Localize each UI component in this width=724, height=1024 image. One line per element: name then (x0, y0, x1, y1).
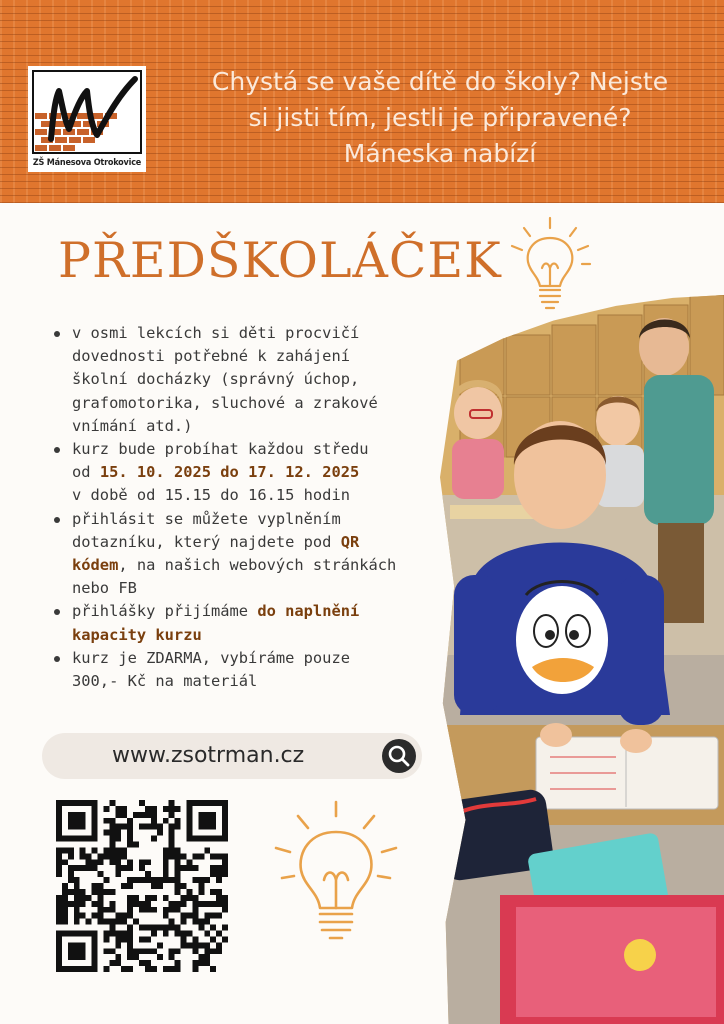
qr-emphasis: kódem (72, 556, 119, 575)
logo-m-icon (31, 69, 143, 155)
list-item-text: dotazníku, který najdete pod (72, 532, 341, 551)
lightbulb-icon (502, 216, 598, 320)
list-item-text: nebo FB (72, 579, 137, 598)
search-icon (382, 739, 416, 773)
qr-code[interactable] (56, 800, 228, 972)
list-item-text: , na našich webových stránkách (118, 556, 397, 575)
list-item-text: přihlášky přijímáme (72, 602, 258, 621)
list-item (52, 508, 452, 601)
list-item-text: kurz bude probíhat každou středu (72, 440, 369, 459)
page-title: PŘEDŠKOLÁČEK (58, 232, 502, 289)
capacity-emphasis: do naplnění (257, 602, 360, 621)
header-banner (0, 0, 724, 203)
list-item-text: přihlásit se můžete vyplněním (72, 509, 341, 528)
list-item-text: od (72, 463, 100, 482)
search-button[interactable] (382, 739, 416, 773)
website-url[interactable]: www.zsotrman.cz (112, 743, 305, 768)
list-item (52, 600, 452, 646)
course-dates: 15. 10. 2025 do 17. 12. 2025 (99, 463, 360, 482)
logo-caption: ZŠ Mánesova Otrokovice (32, 158, 142, 168)
list-item (52, 322, 452, 438)
school-logo (28, 66, 146, 172)
list-item-text: vnímání atd.) (72, 416, 193, 435)
classroom-photo (440, 295, 724, 1024)
qr-emphasis: QR (340, 532, 360, 551)
lightbulb-icon (268, 798, 404, 954)
list-item-text: dovednosti potřebné k zahájení (72, 347, 350, 366)
capacity-emphasis: kapacity kurzu (72, 625, 202, 644)
list-item (52, 438, 452, 508)
website-search-bar[interactable] (42, 733, 422, 779)
list-item-text: školní docházky (správný úchop, (72, 370, 360, 389)
tagline-line: Máneska nabízí (343, 139, 537, 168)
list-item-text: kurz je ZDARMA, vybíráme pouze (72, 648, 350, 667)
list-item-text: v době od 15.15 do 16.15 hodin (72, 486, 350, 505)
list-item (52, 647, 452, 693)
tagline-line: Chystá se vaše dítě do školy? Nejste (211, 67, 669, 96)
header-tagline (180, 64, 700, 172)
list-item-text: grafomotorika, sluchové a zrakové (72, 393, 378, 412)
list-item-text: 300,- Kč na materiál (72, 672, 258, 691)
tagline-line: si jisti tím, jestli je připravené? (248, 103, 632, 132)
list-item-text: v osmi lekcích si děti procvičí (72, 324, 360, 342)
course-info-list (52, 322, 452, 693)
